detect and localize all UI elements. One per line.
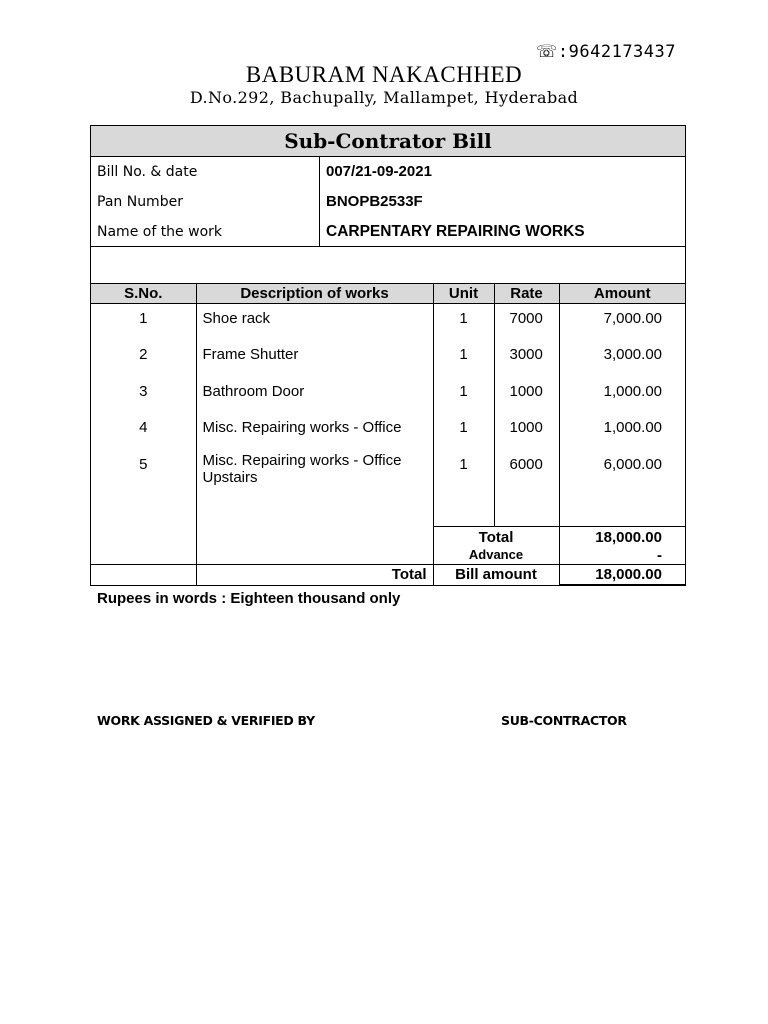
header-unit: Unit — [433, 284, 494, 304]
cell-description: Misc. Repairing works - Office — [196, 413, 433, 450]
cell-unit: 1 — [433, 413, 494, 450]
bill-amount-value: 18,000.00 — [559, 565, 685, 585]
items-table — [91, 284, 685, 585]
bill-frame — [90, 125, 686, 586]
cell-amount: 6,000.00 — [603, 455, 662, 473]
header-sno: S.No. — [91, 284, 196, 304]
cell-description: Shoe rack — [196, 304, 433, 341]
bill-amount-label: Bill amount — [433, 565, 559, 585]
cell-sno: 2 — [91, 340, 196, 377]
subtotal-row — [91, 527, 685, 548]
table-row — [91, 377, 685, 414]
pan-row — [91, 187, 685, 217]
work-name-row — [91, 217, 685, 247]
cell-amount: 1,000.00 — [603, 382, 662, 400]
cell-amount: 7,000.00 — [603, 310, 662, 327]
table-row — [91, 304, 685, 341]
table-row — [91, 340, 685, 377]
table-row — [91, 413, 685, 450]
cell-rate: 3000 — [494, 340, 559, 377]
amount-in-words: Rupees in words : Eighteen thousand only — [97, 590, 401, 607]
header-amount: Amount — [559, 284, 685, 304]
cell-sno: 1 — [91, 304, 196, 341]
cell-unit: 1 — [433, 377, 494, 414]
bill-number-label: Bill No. & date — [91, 157, 320, 187]
bill-number-row — [91, 157, 685, 187]
assigned-verified-signature: WORK ASSIGNED & VERIFIED BY — [97, 713, 315, 728]
cell-rate: 1000 — [494, 413, 559, 450]
cell-sno: 4 — [91, 413, 196, 450]
bill-amount-row — [91, 565, 685, 585]
pan-label: Pan Number — [91, 187, 320, 217]
bill-title: Sub-Contrator Bill — [91, 126, 685, 157]
work-name-label: Name of the work — [91, 217, 320, 247]
cell-amount: 3,000.00 — [603, 346, 662, 363]
cell-description: Misc. Repairing works - Office Upstairs — [196, 450, 433, 487]
phone-text: :9642173437 — [557, 42, 676, 62]
cell-unit: 1 — [433, 304, 494, 341]
contractor-address: D.No.292, Bachupally, Mallampet, Hyderabad — [189, 88, 579, 107]
spacer-row — [91, 486, 685, 527]
advance-label: Advance — [433, 547, 559, 565]
cell-amount: 1,000.00 — [603, 419, 662, 436]
subtotal-label: Total — [433, 527, 559, 548]
phone-number — [536, 42, 676, 62]
cell-rate: 1000 — [494, 377, 559, 414]
header-description: Description of works — [196, 284, 433, 304]
contractor-name: BABURAM NAKACHHED — [245, 62, 523, 87]
subcontractor-signature: SUB-CONTRACTOR — [501, 713, 627, 728]
cell-sno: 5 — [91, 450, 196, 487]
table-row — [91, 450, 685, 487]
cell-unit: 1 — [433, 340, 494, 377]
advance-row — [91, 547, 685, 565]
advance-value: - — [657, 547, 662, 564]
cell-description: Bathroom Door — [196, 377, 433, 414]
header-rate: Rate — [494, 284, 559, 304]
cell-description: Frame Shutter — [196, 340, 433, 377]
work-name-value: CARPENTARY REPAIRING WORKS — [320, 217, 685, 247]
bill-number-value: 007/21-09-2021 — [326, 163, 432, 180]
cell-sno: 3 — [91, 377, 196, 414]
cell-unit: 1 — [433, 450, 494, 487]
cell-rate: 7000 — [494, 304, 559, 341]
cell-rate: 6000 — [494, 450, 559, 487]
pan-value: BNOPB2533F — [326, 193, 423, 210]
table-header-row — [91, 284, 685, 304]
final-total-label: Total — [196, 565, 433, 585]
subtotal-value: 18,000.00 — [559, 527, 685, 548]
blank-row — [91, 247, 685, 284]
phone-icon: ☏ — [536, 42, 558, 62]
